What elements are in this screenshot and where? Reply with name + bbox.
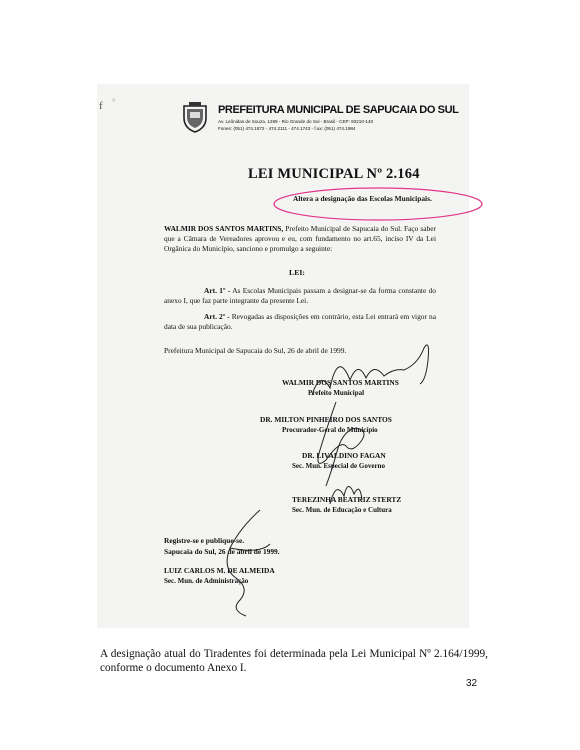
- article-1-text: As Escolas Municipais passam a designar-se da forma constante do anexo I, que faz parte integrante da presente Lei.: [164, 286, 436, 306]
- signature-role-4: Sec. Mun. de Educação e Cultura: [292, 506, 392, 514]
- signature-name-1: WALMIR DOS SANTOS MARTINS: [282, 378, 399, 387]
- handwritten-signature-3: [326, 474, 366, 510]
- law-ementa: Altera a designação das Escolas Municipais.: [293, 194, 432, 203]
- caption: A designação atual do Tiradentes foi determinada pela Lei Municipal Nº 2.164/1999, conforme o documento Anexo I.: [100, 648, 488, 674]
- signature-name-4: TEREZINHA BEATRIZ STERTZ: [292, 495, 402, 504]
- signature-role-2: Procurador-Geral do Município: [282, 426, 378, 434]
- registration-name: LUIZ CARLOS M. DE ALMEIDA: [164, 566, 275, 575]
- article-1-label: Art. 1º -: [204, 286, 231, 295]
- page-number: 32: [466, 678, 478, 689]
- registration-line-1: Registre-se e publique-se.: [164, 536, 245, 545]
- law-title: LEI MUNICIPAL Nº 2.164: [248, 166, 420, 182]
- signature-role-3: Sec. Mun. Especial de Governo: [292, 462, 385, 470]
- article-1: [164, 286, 436, 306]
- handwritten-signature-1: [300, 340, 440, 400]
- letterhead-phones: Fones: (051) 474.1872 - 474.2111 - 474.1743 - f.ax: (051) 474.1984: [218, 126, 356, 131]
- letterhead-title: PREFEITURA MUNICIPAL DE SAPUCAIA DO SUL: [218, 104, 459, 116]
- handwritten-signature-4: [200, 508, 290, 618]
- preamble: [164, 224, 436, 255]
- margin-mark: f: [99, 100, 103, 112]
- letterhead-address: Av. Leônidas de Souza, 1289 - Rio Grande do Sul - Brasil - CEP: 93210-140: [218, 119, 374, 124]
- signature-name-3: DR. LIVALDINO FAGAN: [302, 451, 386, 460]
- signature-name-2: DR. MILTON PINHEIRO DOS SANTOS: [260, 415, 392, 424]
- article-2-text: Revogadas as disposições em contrário, esta Lei entrará em vigor na data de sua publicação.: [164, 312, 437, 332]
- law-heading: LEI:: [289, 268, 306, 277]
- highlight-oval: [270, 186, 485, 222]
- margin-scribble: ^: [112, 97, 116, 105]
- registration-role: Sec. Mun. de Administração: [164, 577, 249, 585]
- place-date: Prefeitura Municipal de Sapucaia do Sul, 26 de abril de 1999.: [164, 346, 347, 355]
- article-2: [164, 312, 436, 332]
- municipal-crest-icon: [178, 100, 212, 134]
- preamble-name: WALMIR DOS SANTOS MARTINS,: [164, 224, 284, 233]
- article-2-label: Art. 2º -: [204, 312, 230, 321]
- preamble-text: Prefeito Municipal de Sapucaia do Sul. Faço saber que a Câmara de Vereadores aprovou e eu, com fundamento no art.65, inciso IV da Lei Orgânica do Município, sanciono e promulgo a seguinte:: [164, 224, 436, 254]
- registration-line-2: Sapucaia do Sul, 26 de abril de 1999.: [164, 547, 280, 556]
- signature-role-1: Prefeito Municipal: [308, 389, 365, 397]
